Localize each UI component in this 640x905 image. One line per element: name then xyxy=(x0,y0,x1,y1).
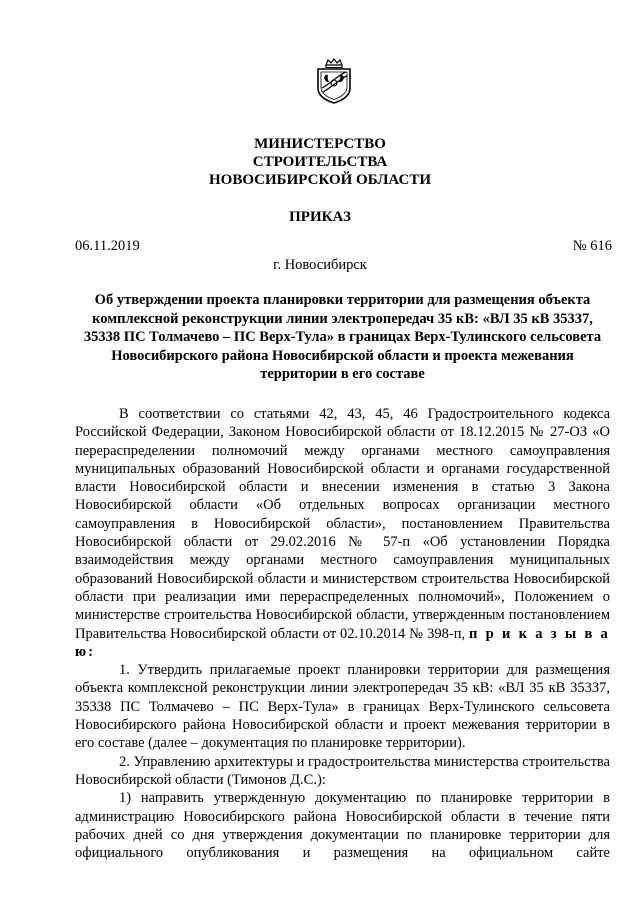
order-date: 06.11.2019 xyxy=(75,238,140,254)
order-body xyxy=(75,405,610,862)
preamble-paragraph xyxy=(75,405,610,661)
order-word: п р и к а з ы в а ю xyxy=(75,625,611,660)
document-type: ПРИКАЗ xyxy=(289,209,351,225)
item-1-paragraph: 1. Утвердить прилагаемые проект планировки территории для размещения объекта комплексной реконструкции линии электропередач 35 кВ: «ВЛ 35 кВ 35337, 35338 ПС Толмачево – ПС Верх-Тула» в границах Верх-Тулинского сельсовета Новосибирского района Новосибирской области и проект межевания территории в его составе (далее – документация по планировке территории). xyxy=(75,662,610,752)
coat-of-arms-icon xyxy=(315,58,353,104)
order-heading: Об утверждении проекта планировки территории для размещения объекта комплексной реконструкции линии электропередач 35 кВ: «ВЛ 35 кВ 35337, 35338 ПС Толмачево – ПС Верх-Тула» в границах Верх-Тулинского сельсовета Новосибирского района Новосибирской области и проекта межевания территории в его составе xyxy=(83,292,602,382)
order-colon: : xyxy=(88,643,94,660)
preamble-text: В соответствии со статьями 42, 43, 45, 46 Градостроительного кодекса Российской Федерации, Законом Новосибирской области от 18.12.2015 № 27-ОЗ «О перераспределении полномочий между органами местного самоуправления муниципальных образований Новосибирской области и органами государственной власти Новосибирской области и внесении изменения в статью 3 Закона Новосибирской области «Об отдельных вопросах организации местного самоуправления в Новосибирской области», постановлением Правительства Новосибирской области от 29.02.2016 № 57-п «Об установлении Порядка взаимодействия между органами местного самоуправления муниципальных образований Новосибирской области и министерством строительства Новосибирской области при реализации ими перераспределенных полномочий», Положением о министерстве строительства Новосибирской области, утвержденным постановлением Правительства Новосибирской области от 02.10.2014 № 398-п, xyxy=(75,406,610,642)
item-2-paragraph: 2. Управлению архитектуры и градостроительства министерства строительства Новосибирской области (Тимонов Д.С.): xyxy=(75,753,610,788)
ministry-line: МИНИСТЕРСТВО xyxy=(254,136,386,152)
item-2-1-paragraph: 1) направить утвержденную документацию по планировке территории в администрацию Новосибирского района Новосибирской области в течение пяти рабочих дней со дня утверждения документации по планировке территории для официального опубликования и размещения на официальном сайте xyxy=(75,790,610,862)
ministry-name xyxy=(0,135,640,189)
ministry-line: НОВОСИБИРСКОЙ ОБЛАСТИ xyxy=(208,172,432,188)
order-city: г. Новосибирск xyxy=(273,257,367,273)
order-number: № 616 xyxy=(572,238,612,254)
ministry-line: СТРОИТЕЛЬСТВА xyxy=(252,154,388,170)
